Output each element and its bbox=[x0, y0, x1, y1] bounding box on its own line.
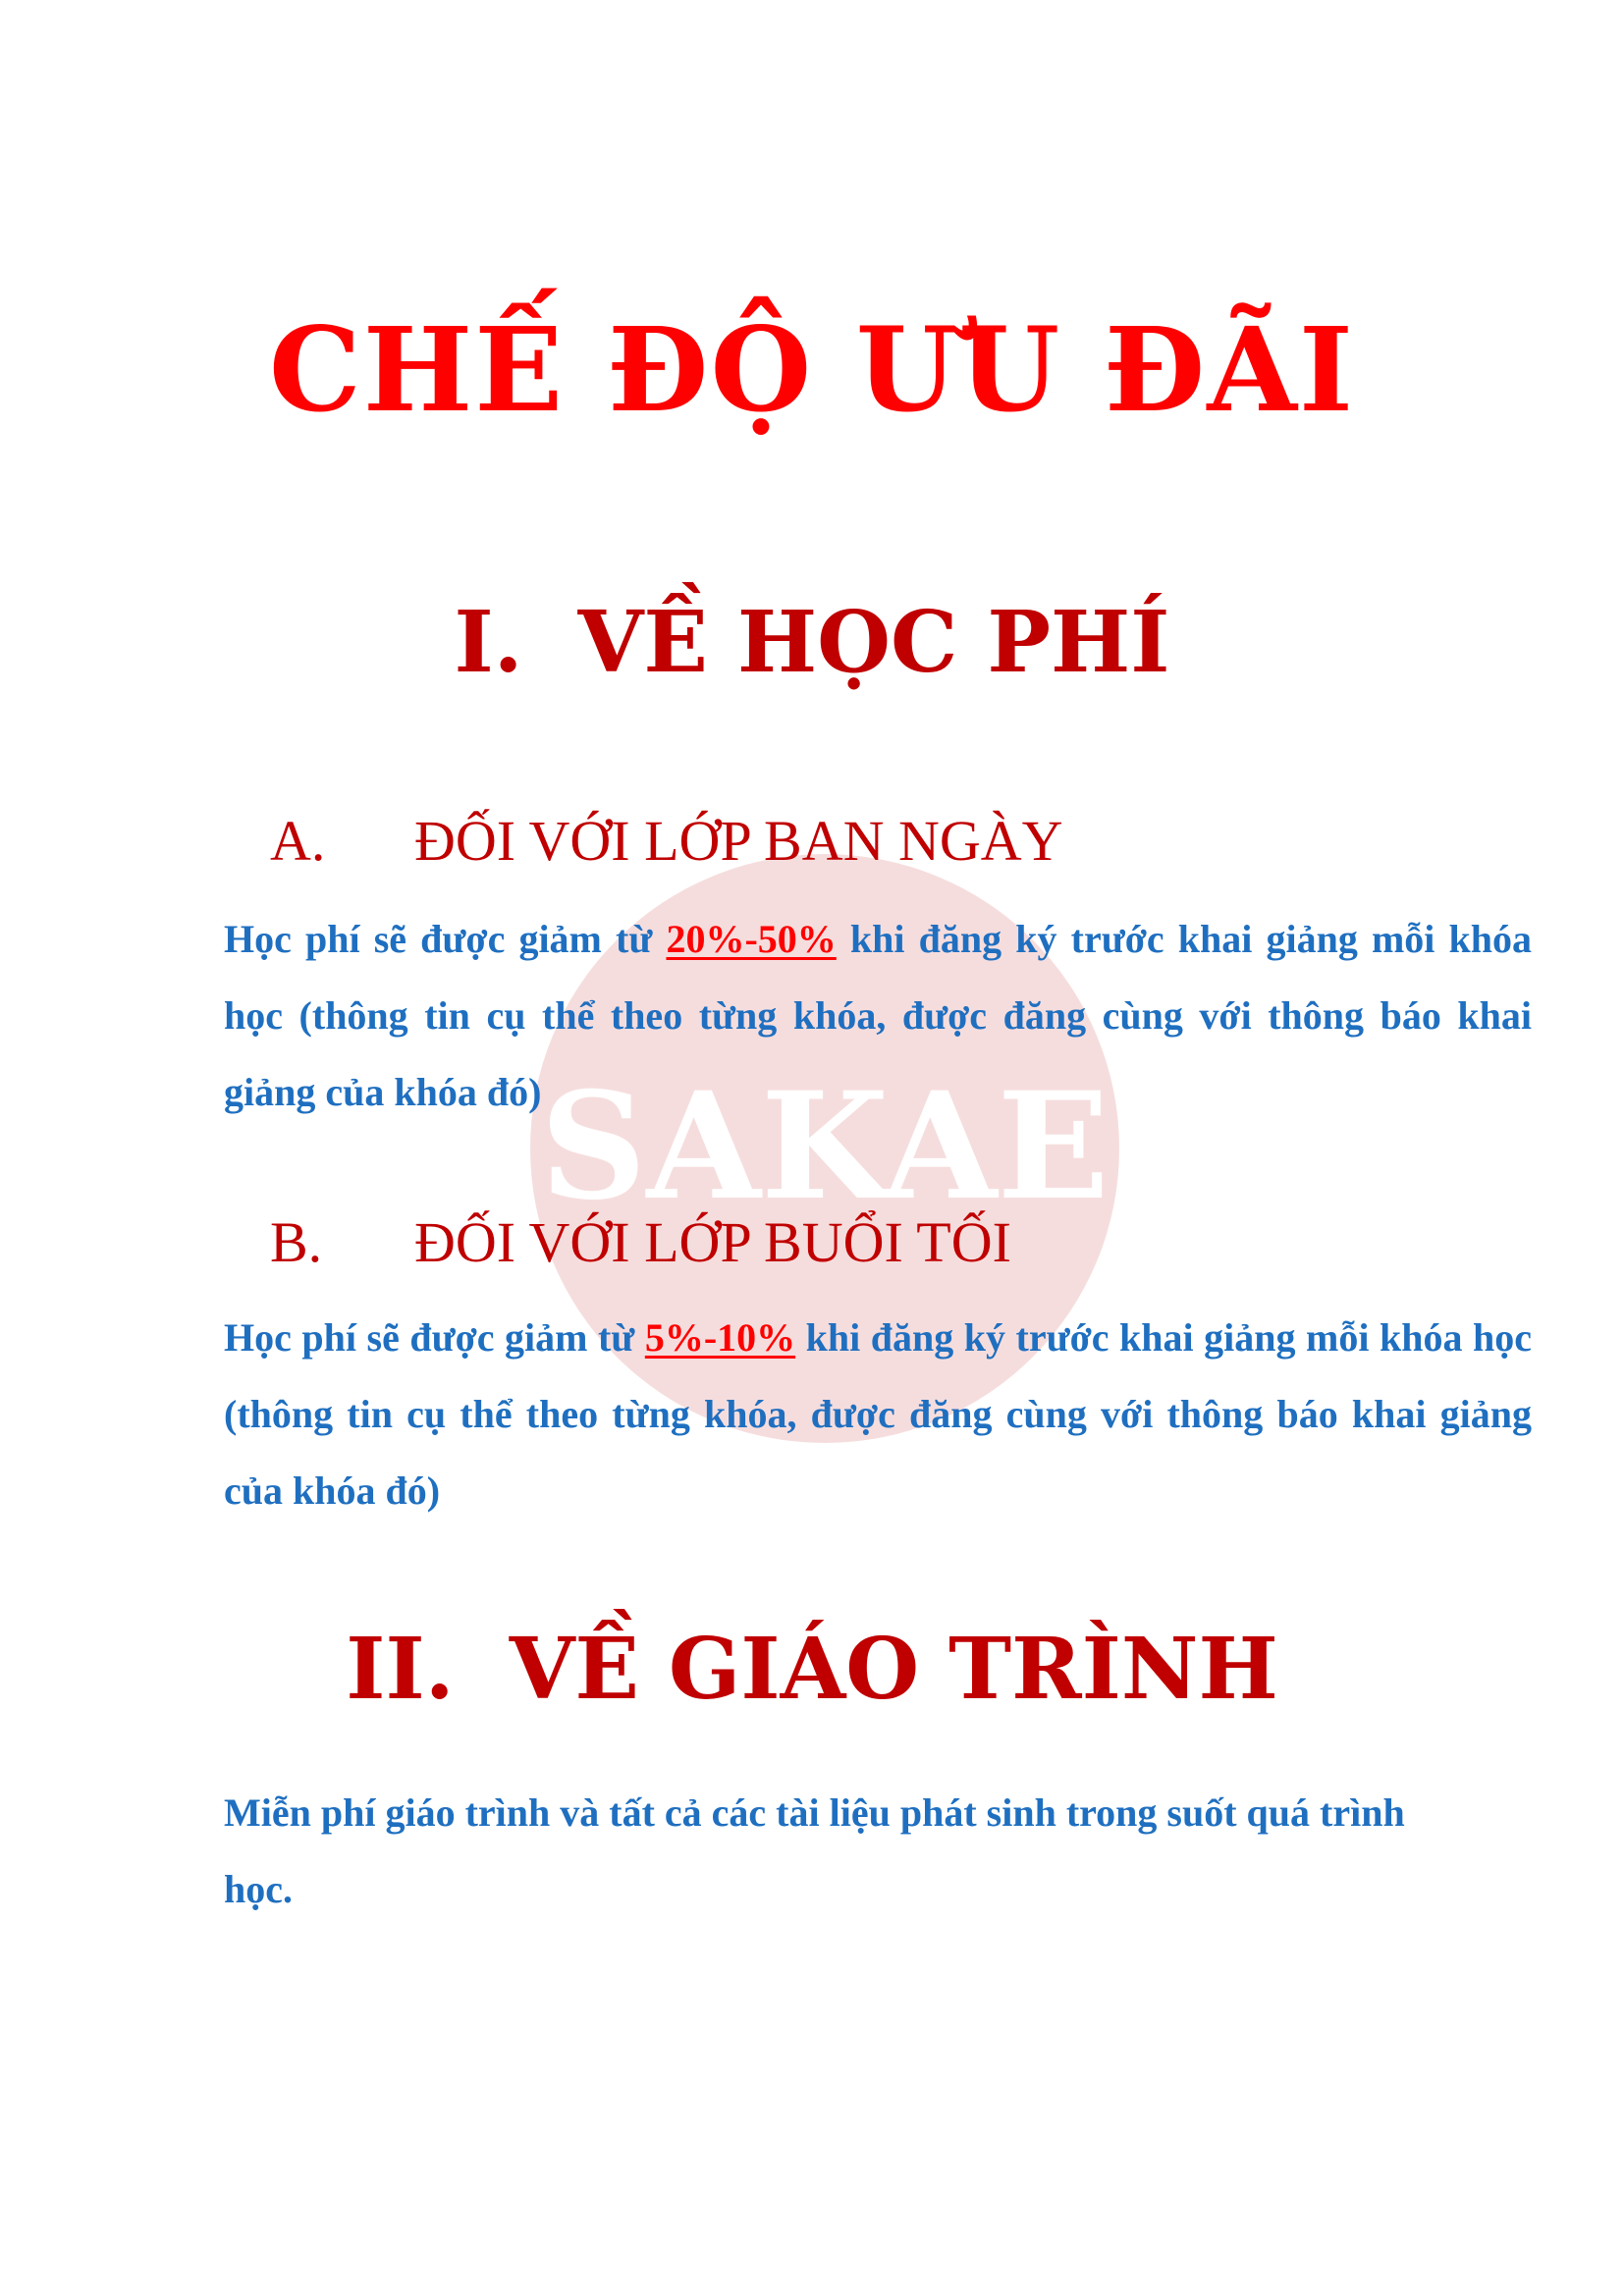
section-heading-tuition bbox=[0, 593, 1624, 692]
paragraph-text: Học phí sẽ được giảm từ bbox=[224, 1315, 645, 1360]
watermark-logo-text: SAKAE bbox=[540, 1060, 1110, 1233]
subheading-title: ĐỐI VỚI LỚP BUỔI TỐI bbox=[414, 1210, 1011, 1274]
section-number: I. bbox=[454, 593, 523, 692]
paragraph-text: Học phí sẽ được giảm từ bbox=[224, 917, 667, 961]
section-number: II. bbox=[346, 1620, 455, 1719]
paragraph-text: khi đăng ký trước khai giảng mỗi khóa học (thông tin cụ thể theo từng khóa, được đăng cùng với thông báo khai giảng của khóa đó) bbox=[224, 917, 1532, 1114]
paragraph-text: khi đăng ký trước khai giảng mỗi khóa học (thông tin cụ thể theo từng khóa, được đăng cùng với thông báo khai giảng của khóa đó) bbox=[224, 1315, 1533, 1513]
page-title: CHẾ ĐỘ ƯU ĐÃI bbox=[268, 301, 1356, 438]
discount-highlight: 20%-50% bbox=[666, 917, 837, 961]
subheading-evening-class bbox=[270, 1210, 1011, 1274]
section-heading-textbook bbox=[0, 1620, 1624, 1719]
subheading-letter: A. bbox=[270, 809, 326, 873]
paragraph-evening-class-discount bbox=[224, 1300, 1532, 1529]
paragraph-day-class-discount bbox=[224, 901, 1532, 1131]
paragraph-free-textbook: Miễn phí giáo trình và tất cả các tài liệu phát sinh trong suốt quá trình học. bbox=[224, 1790, 1405, 1911]
subheading-letter: B. bbox=[270, 1210, 323, 1274]
subheading-day-class bbox=[270, 809, 1063, 873]
discount-highlight: 5%-10% bbox=[644, 1315, 796, 1360]
section-title: VỀ GIÁO TRÌNH bbox=[509, 1620, 1278, 1719]
subheading-title: ĐỐI VỚI LỚP BAN NGÀY bbox=[414, 809, 1063, 873]
section-title: VỀ HỌC PHÍ bbox=[577, 593, 1170, 692]
